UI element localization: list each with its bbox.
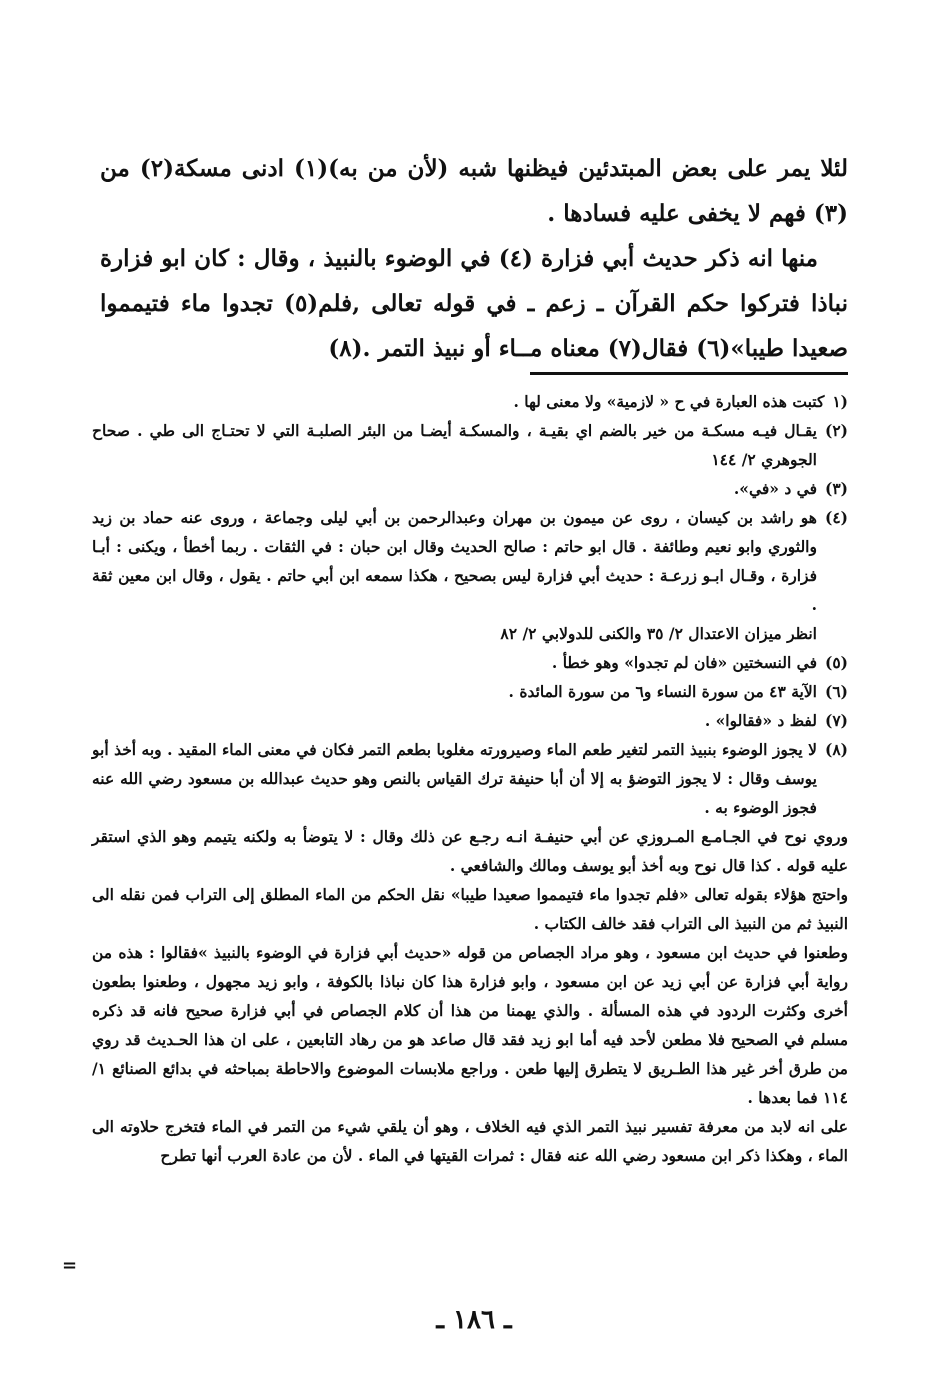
footnote-text: الآية ٤٣ من سورة النساء و٦ من سورة المائدة . — [508, 682, 817, 701]
footnote-continuation: واحتج هؤلاء بقوله تعالى «فلم تجدوا ماء فتيمموا صعيدا طيبا» نقل الحكم من الماء المطلق إلى التراب فمن نقله الى النبيذ ثم من النبيذ الى التراب فقد خالف الكتاب . — [92, 885, 848, 933]
footnote-continuation: على انه لابد من معرفة تفسير نبيذ التمر الذي فيه الخلاف ، وهو أن يلقي شيء من التمر في الماء فتخرج حلاوته الى الماء ، وهكذا ذكر ابن مسعود رضي الله عنه فقال : ثمرات القيتها في الماء . لأن من عادة العرب أنها تطرح — [92, 1117, 848, 1165]
footnote — [92, 735, 848, 822]
footnote-text: في د «في». — [733, 479, 817, 498]
footnote-reference: انظر ميزان الاعتدال ٢/ ٣٥ والكنى للدولابي ٢/ ٨٢ — [500, 624, 817, 643]
main-text — [100, 146, 848, 371]
footnote-number: (٧) — [824, 711, 848, 730]
footnote-text: لفظ د «فقالوا» . — [704, 711, 817, 730]
footnote — [92, 677, 848, 706]
footnote-text: كتبت هذه العبارة في ح « لازمية» ولا معنى لها . — [513, 392, 825, 411]
footnote — [92, 648, 848, 677]
footnote-number: (٣) — [824, 479, 848, 498]
footnote-number: (٥) — [824, 653, 848, 672]
footnote-number: (٨) — [824, 740, 848, 759]
footnote — [92, 503, 848, 648]
footnotes — [92, 387, 848, 1170]
footnote-text: يقـال فيـه مسكـة من خير بالضم اي بقيـة ، والمسكـة أيضـا من البئر الصلبـة التي لا تحتـاج الى طي . صحاح الجوهري ٢/ ١٤٤ — [92, 421, 817, 469]
footnote-number: (٦) — [824, 682, 848, 701]
footnote — [92, 474, 848, 503]
main-paragraph: منها انه ذكر حديث أبي فزارة (٤) في الوضوء بالنبيذ ، وقال : كان ابو فزارة نباذا فتركوا حكم القرآن ـ زعم ـ في قوله تعالى ,فلم(٥) تجدوا ماء فتيمموا صعيدا طيبا»(٦) فقال(٧) معناه مــاء أو نبيذ التمر .(٨) — [100, 245, 848, 362]
main-paragraph: لئلا يمر على بعض المبتدئين فيظنها شبه (لأن من به)(١) ادنى مسكة(٢) من (٣) فهم لا يخفى عليه فسادها . — [100, 155, 849, 227]
footnote-text: لا يجوز الوضوء بنبيذ التمر لتغير طعم الماء وصيرورته مغلوبا بطعم التمر فكان في معنى الماء المقيد . وبه أخذ أبو يوسف وقال : لا يجوز التوضؤ به إلا أن أبا حنيفة ترك القياس بالنص وهو حديث عبدالله بن مسعود رضي الله عنه فجوز الوضوء به . — [92, 740, 817, 817]
footnote-continuation: وطعنوا في حديث ابن مسعود ، وهو مراد الجصاص من قوله «حديث أبي فزارة في الوضوء بالنبيذ »فقالوا : هذه من رواية أبي فزارة عن أبي زيد عن ابن مسعود ، وابو فزارة هذا كان نباذا بالكوفة ، وابو زيد مجهول ، وطعنوا بطعون أخرى وكثرت الردود في هذه المسألة . والذي يهمنا من هذا أن كلام الجصاص في أبي فزارة صحيح فانه قد ذكره مسلم في الصحيح فلا مطعن لأحد فيه أما ابو زيد فقد قال صاعد هو من رهاد التابعين ، على ان هذا الحـديث قد روي من طرق أخر غير هذا الطـريق لا يتطرق إليها طعن . وراجع ملابسات الموضوع والاحاطة بمباحثه في بدائع الصنائع ١/ ١١٤ فما بعدها . — [92, 943, 848, 1107]
footnote-continuation: وروي نوح في الجـامـع المـروزي عن أبي حنيفـة انـه رجـع عن ذلك وقال : لا يتوضأ به ولكنه يتيمم وهو الذي استقر عليه قوله . كذا قال نوح وبه أخذ أبو يوسف ومالك والشافعي . — [92, 827, 848, 875]
footnote — [92, 416, 848, 474]
footnote — [92, 706, 848, 735]
footnote — [92, 387, 848, 416]
continuation-mark: = — [62, 1255, 78, 1276]
footnote-separator — [530, 372, 848, 375]
footnote-text: هو راشد بن كيسان ، روى عن ميمون بن مهران وعبدالرحمن بن أبي ليلى وجماعة ، وروى عنه حماد بن زيد والثوري وابو نعيم وطائفة . قال ابو حاتم : صالح الحديث وقال ابن حبان : في الثقات . ربما أخطأ ، ويكنى : أبـا فزارة ، وقـال ابـو زرعـة : حديث أبي فزارة ليس بصحيح ، هكذا سمعه ابن أبي حاتم . يقول ، وقال ابن معين ثقة . — [92, 508, 817, 614]
footnote-number: (١ — [832, 392, 848, 411]
footnote-text: في النسختين «فان لم تجدوا» وهو خطأ . — [551, 653, 817, 672]
footnote-number: (٢) — [824, 421, 848, 440]
footnote-number: (٤) — [824, 508, 848, 527]
page-number: ـ ١٨٦ ـ — [436, 1305, 512, 1335]
